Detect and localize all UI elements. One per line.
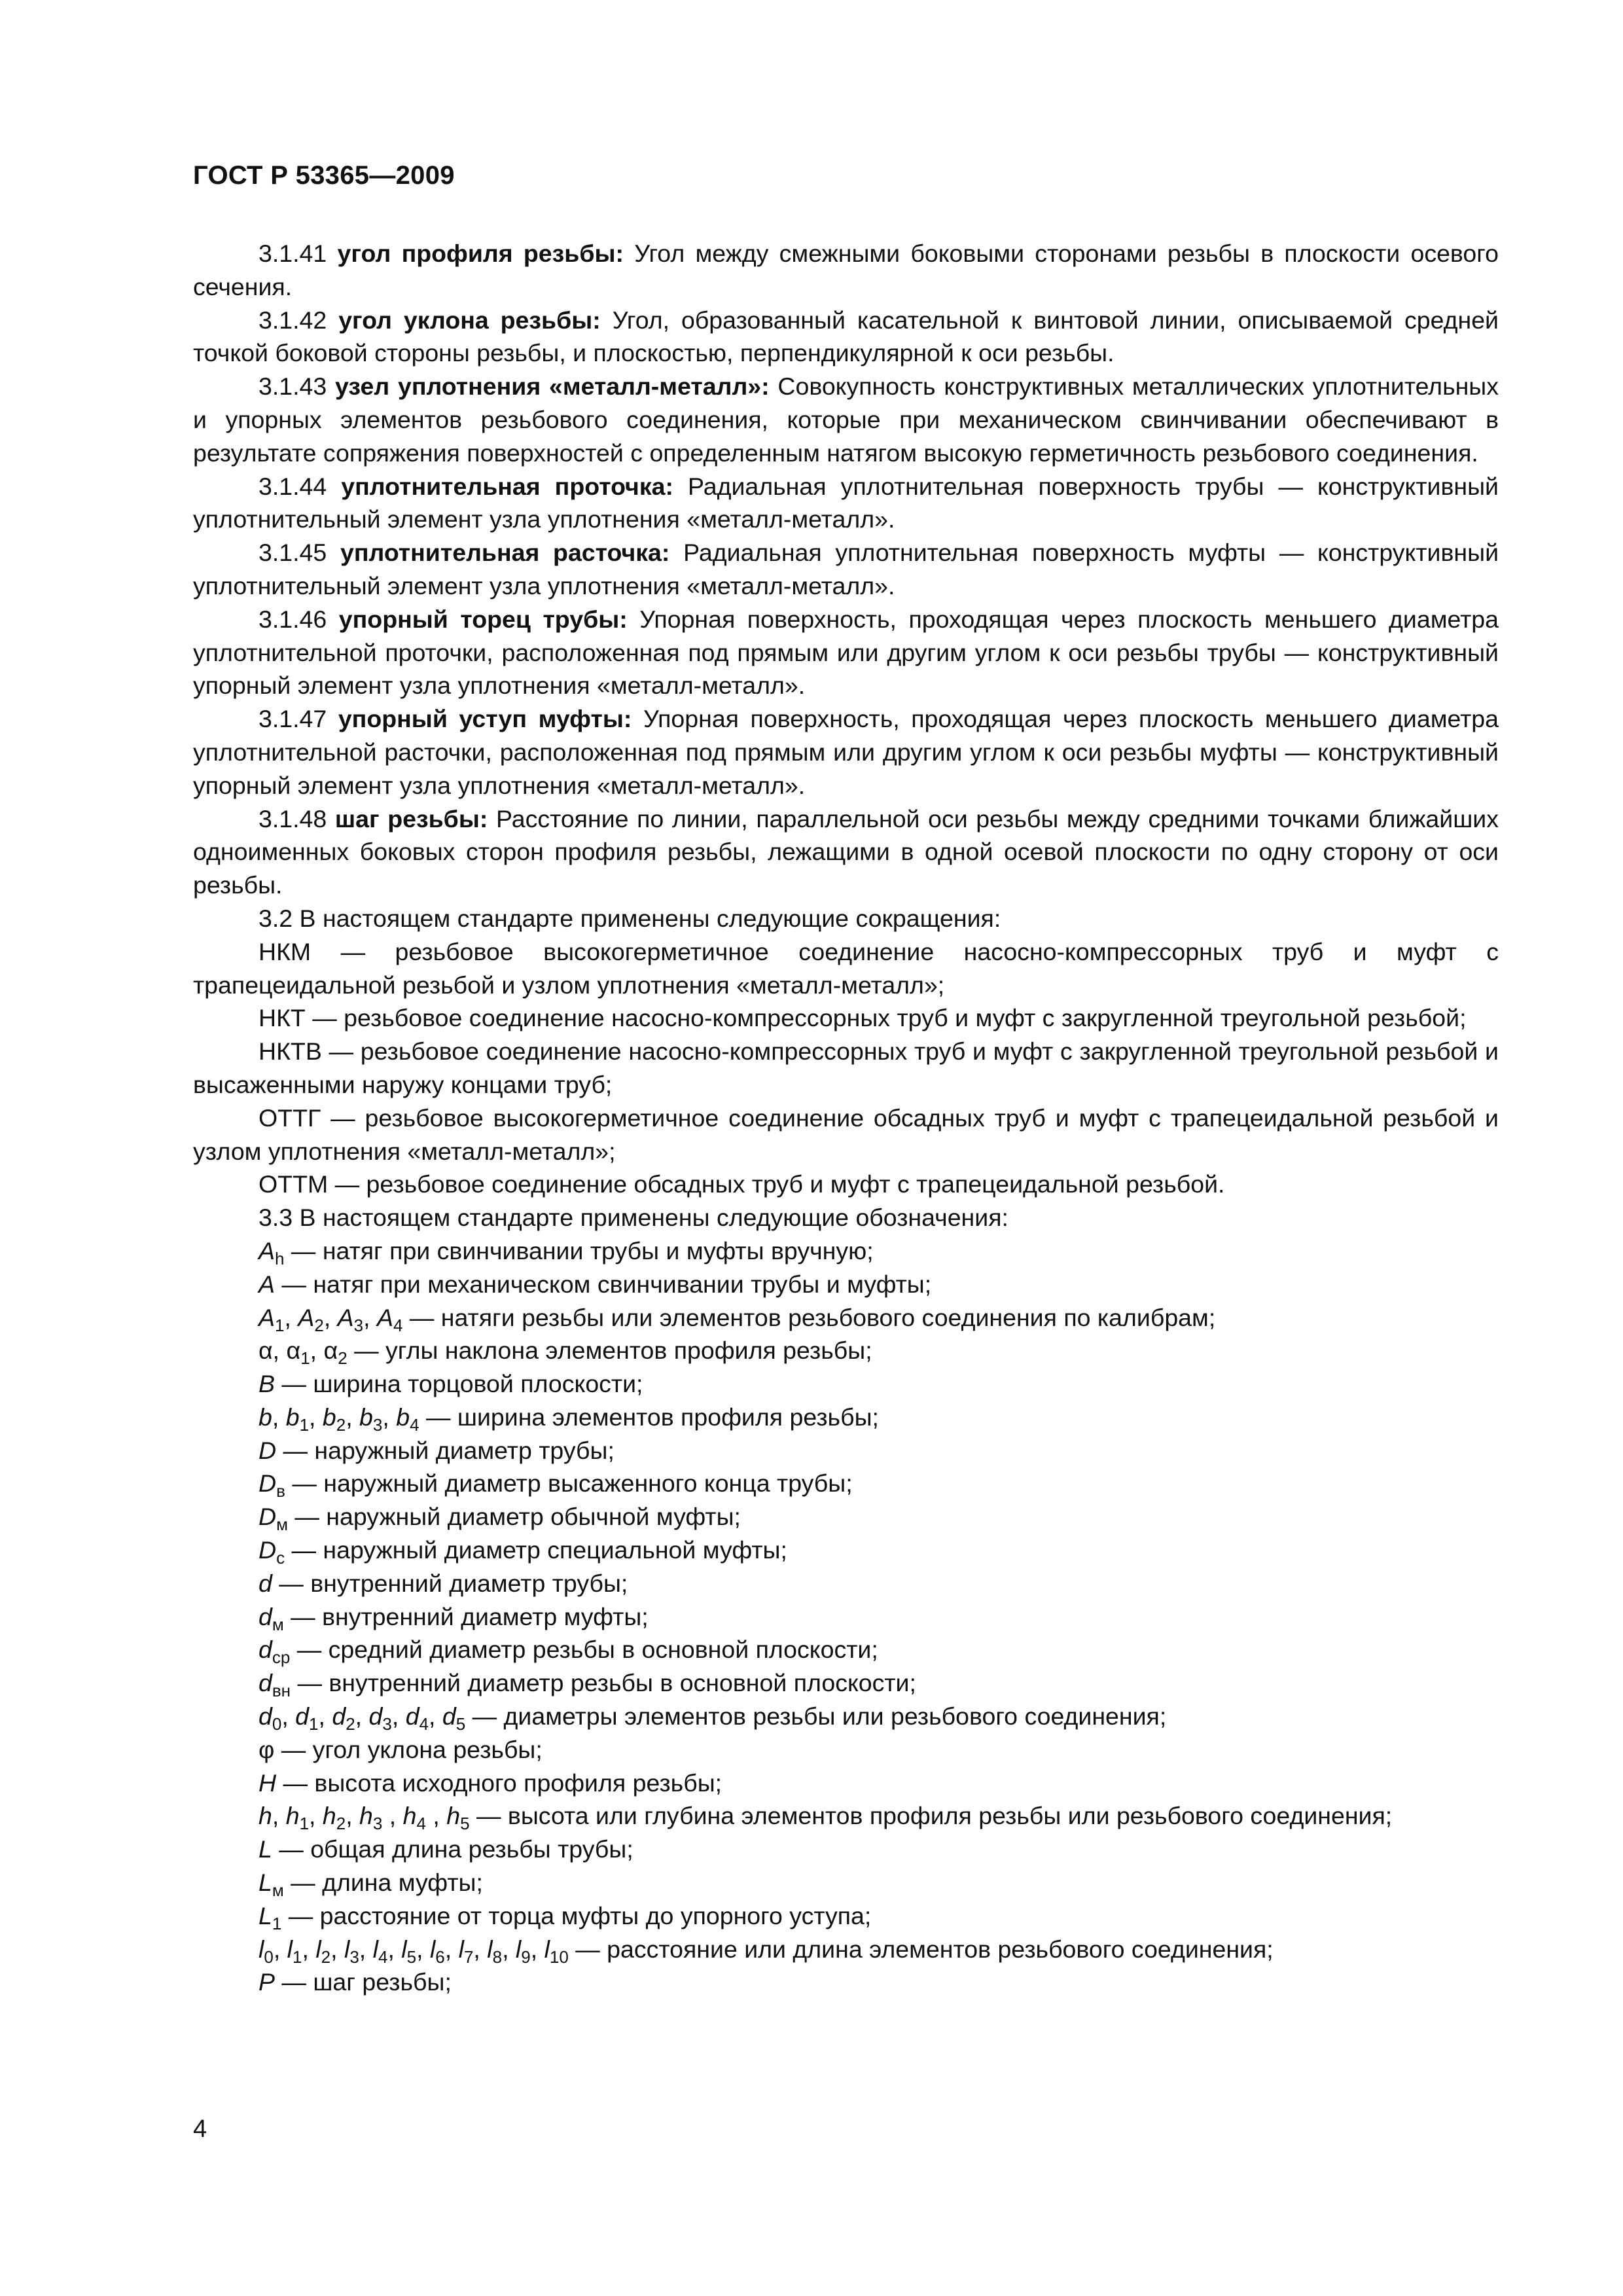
- symbol-description: — наружный диаметр высаженного конца трубы;: [285, 1469, 853, 1498]
- definition-number: 3.1.48: [259, 804, 327, 833]
- definition-term: уплотнительная проточка:: [341, 472, 673, 500]
- definition-item: [193, 702, 1499, 802]
- definition-term: угол уклона резьбы:: [338, 306, 601, 334]
- definition-term: уплотнительная расточка:: [340, 539, 670, 567]
- symbol-notation: B: [259, 1370, 276, 1398]
- symbol-notation: $d_{ср}$: [259, 1636, 291, 1668]
- definition-item: [193, 304, 1499, 370]
- definition-text: Угол, образованный касательной к винтовой линии, описываемой средней точкой боковой стороны резьбы, и плоскостью, перпендикулярной к оси резьбы.: [193, 306, 1499, 367]
- definition-term: угол профиля резьбы:: [337, 240, 624, 267]
- symbol-item: [193, 1633, 1499, 1666]
- symbol-description: — диаметры элементов резьбы или резьбового соединения;: [465, 1702, 1167, 1731]
- symbol-description: — углы наклона элементов профиля резьбы;: [347, 1336, 872, 1365]
- symbol-item: [193, 1234, 1499, 1268]
- symbol-notation: $d_0$, $d_1$, $d_2$, $d_3$, $d_4$, $d_5$: [259, 1702, 466, 1734]
- symbol-notation: $d_м$: [259, 1602, 284, 1634]
- abbreviations-list: [193, 935, 1499, 1201]
- definition-text: Упорная поверхность, проходящая через плоскость меньшего диаметра уплотнительной проточки, расположенная под прямым или другим углом к оси резьбы трубы — конструктивный упорный элемент узла уплотнения «металл-металл».: [193, 605, 1499, 700]
- symbol-item: [193, 1866, 1499, 1899]
- symbol-item: [193, 1666, 1499, 1700]
- definition-item: [193, 237, 1499, 304]
- symbol-notation: L: [259, 1835, 272, 1863]
- definition-item: [193, 536, 1499, 603]
- symbols-intro: 3.3 В настоящем стандарте применены следующие обозначения:: [259, 1204, 1008, 1232]
- symbol-item: [193, 1733, 1499, 1767]
- definition-number: 3.1.46: [259, 605, 327, 633]
- symbol-item: [193, 1799, 1499, 1833]
- symbol-item: [193, 1534, 1499, 1567]
- symbol-description: — натяги резьбы или элементов резьбового соединения по калибрам;: [402, 1303, 1216, 1331]
- symbol-item: [193, 1767, 1499, 1800]
- symbol-item: [193, 1334, 1499, 1367]
- definition-text: Радиальная уплотнительная поверхность муфты — конструктивный уплотнительный элемент узла уплотнения «металл-металл».: [193, 539, 1499, 600]
- definition-text: Совокупность конструктивных металлических уплотнительных и упорных элементов резьбового соединения, которые при механическом свинчивании обеспечивают в результате сопряжения поверхностей с определенным натягом высокую герметичность резьбового соединения.: [193, 372, 1499, 467]
- definition-term: упорный торец трубы:: [338, 605, 628, 633]
- symbol-description: — высота исходного профиля резьбы;: [276, 1768, 722, 1797]
- definition-text: Расстояние по линии, параллельной оси резьбы между средними точками ближайших одноименных боковых сторон профиля резьбы, лежащими в одной осевой плоскости по одну сторону от оси резьбы.: [193, 804, 1499, 899]
- symbol-item: [193, 1965, 1499, 1999]
- symbol-notation: d: [259, 1569, 272, 1597]
- definition-item: [193, 370, 1499, 469]
- symbol-item: [193, 1301, 1499, 1335]
- symbol-notation: $D_с$: [259, 1536, 285, 1568]
- symbol-item: [193, 1567, 1499, 1600]
- symbol-notation: $A_h$: [259, 1236, 285, 1268]
- definition-item: [193, 470, 1499, 537]
- symbol-description: — наружный диаметр специальной муфты;: [285, 1536, 787, 1564]
- definition-number: 3.1.47: [259, 705, 327, 733]
- symbol-item: [193, 1434, 1499, 1467]
- definition-term: шаг резьбы:: [334, 804, 488, 833]
- symbol-notation: $L_м$: [259, 1869, 284, 1901]
- definition-text: Упорная поверхность, проходящая через плоскость меньшего диаметра уплотнительной расточки, расположенная под прямым или другим углом к оси резьбы муфты — конструктивный упорный элемент узла уплотнения «металл-металл».: [193, 705, 1499, 799]
- symbol-description: — длина муфты;: [283, 1869, 483, 1897]
- symbol-notation: $D_в$: [259, 1469, 285, 1501]
- symbol-notation: $l_0$, $l_1$, $l_2$, $l_3$, $l_4$, $l_5$, $l_6$, $l_7$, $l_8$, $l_9$, $l_{10}$: [259, 1935, 569, 1967]
- symbol-description: — шаг резьбы;: [275, 1968, 452, 1996]
- symbols-list: [193, 1234, 1499, 1999]
- abbreviation-item: НКТ — резьбовое соединение насосно-компрессорных труб и муфт с закругленной треугольной резьбой;: [259, 1004, 1467, 1032]
- symbol-notation: $d_{вн}$: [259, 1669, 291, 1701]
- symbol-description: — внутренний диаметр резьбы в основной плоскости;: [291, 1669, 916, 1697]
- symbol-notation: φ: [259, 1735, 275, 1763]
- symbol-description: — угол уклона резьбы;: [274, 1735, 543, 1763]
- definition-number: 3.1.41: [259, 240, 327, 267]
- definition-number: 3.1.45: [259, 539, 327, 567]
- symbol-description: — расстояние или длина элементов резьбового соединения;: [568, 1935, 1274, 1963]
- symbol-notation: $A_1$, $A_2$, $A_3$, $A_4$: [259, 1303, 403, 1335]
- symbol-item: [193, 1933, 1499, 1966]
- symbol-description: — наружный диаметр трубы;: [276, 1436, 615, 1464]
- symbol-notation: H: [259, 1768, 277, 1797]
- symbol-description: — наружный диаметр обычной муфты;: [287, 1503, 741, 1531]
- definition-term: упорный уступ муфты:: [338, 705, 632, 733]
- definition-number: 3.1.44: [259, 472, 327, 500]
- symbol-description: — высота или глубина элементов профиля резьбы или резьбового соединения;: [469, 1802, 1393, 1830]
- document-body: [193, 237, 1499, 1999]
- symbol-notation: $L_1$: [259, 1901, 282, 1933]
- definition-number: 3.1.43: [259, 372, 327, 401]
- symbol-description: — средний диаметр резьбы в основной плоскости;: [290, 1636, 878, 1664]
- definition-item: [193, 603, 1499, 702]
- symbol-item: [193, 1467, 1499, 1500]
- symbol-notation: P: [259, 1968, 276, 1996]
- page-number: 4: [193, 2115, 207, 2143]
- symbol-description: — ширина элементов профиля резьбы;: [419, 1403, 879, 1431]
- symbol-description: — внутренний диаметр трубы;: [272, 1569, 628, 1597]
- definitions-section: [193, 237, 1499, 902]
- definition-term: узел уплотнения «металл-металл»:: [335, 372, 770, 401]
- abbreviation-item: ОТТГ — резьбовое высокогерметичное соединение обсадных труб и муфт с трапецеидальной резьбой и узлом уплотнения «металл-металл»;: [193, 1103, 1499, 1165]
- symbol-item: [193, 1700, 1499, 1733]
- symbol-item: [193, 1500, 1499, 1534]
- definition-text: Угол между смежными боковыми сторонами резьбы в плоскости осевого сечения.: [193, 240, 1499, 300]
- symbol-description: — натяг при свинчивании трубы и муфты вручную;: [284, 1236, 874, 1265]
- symbol-notation: α, $\alpha_1$, $\alpha_2$: [259, 1336, 348, 1369]
- symbol-item: [193, 1833, 1499, 1866]
- symbol-item: [193, 1600, 1499, 1634]
- document-header: ГОСТ Р 53365—2009: [193, 161, 455, 190]
- symbol-item: [193, 1401, 1499, 1434]
- definition-number: 3.1.42: [259, 306, 327, 334]
- symbol-item: [193, 1899, 1499, 1933]
- symbol-description: — расстояние от торца муфты до упорного уступа;: [281, 1901, 872, 1929]
- symbol-item: [193, 1367, 1499, 1401]
- symbol-description: — ширина торцовой плоскости;: [275, 1370, 643, 1398]
- symbol-notation: h, $h_1$, $h_2$, $h_3$ , $h_4$ , $h_5$: [259, 1802, 470, 1834]
- symbol-notation: D: [259, 1436, 277, 1464]
- symbol-notation: $D_м$: [259, 1503, 288, 1535]
- symbol-description: — натяг при механическом свинчивании трубы и муфты;: [275, 1270, 932, 1298]
- abbreviation-item: НКТВ — резьбовое соединение насосно-компрессорных труб и муфт с закругленной треугольной резьбой и высаженными наружу концами труб;: [193, 1037, 1499, 1098]
- symbol-description: — общая длина резьбы трубы;: [272, 1835, 633, 1863]
- definition-item: [193, 802, 1499, 902]
- symbol-notation: A: [259, 1270, 276, 1298]
- abbreviations-intro: 3.2 В настоящем стандарте применены следующие сокращения:: [259, 904, 1001, 932]
- symbol-notation: b, $b_1$, $b_2$, $b_3$, $b_4$: [259, 1403, 419, 1435]
- symbol-description: — внутренний диаметр муфты;: [283, 1602, 649, 1630]
- abbreviation-item: НКМ — резьбовое высокогерметичное соединение насосно-компрессорных труб и муфт с трапецеидальной резьбой и узлом уплотнения «металл-металл»;: [193, 937, 1499, 999]
- symbol-item: [193, 1268, 1499, 1301]
- definition-text: Радиальная уплотнительная поверхность трубы — конструктивный уплотнительный элемент узла уплотнения «металл-металл».: [193, 472, 1499, 533]
- abbreviation-item: ОТТМ — резьбовое соединение обсадных труб и муфт с трапецеидальной резьбой.: [259, 1170, 1225, 1198]
